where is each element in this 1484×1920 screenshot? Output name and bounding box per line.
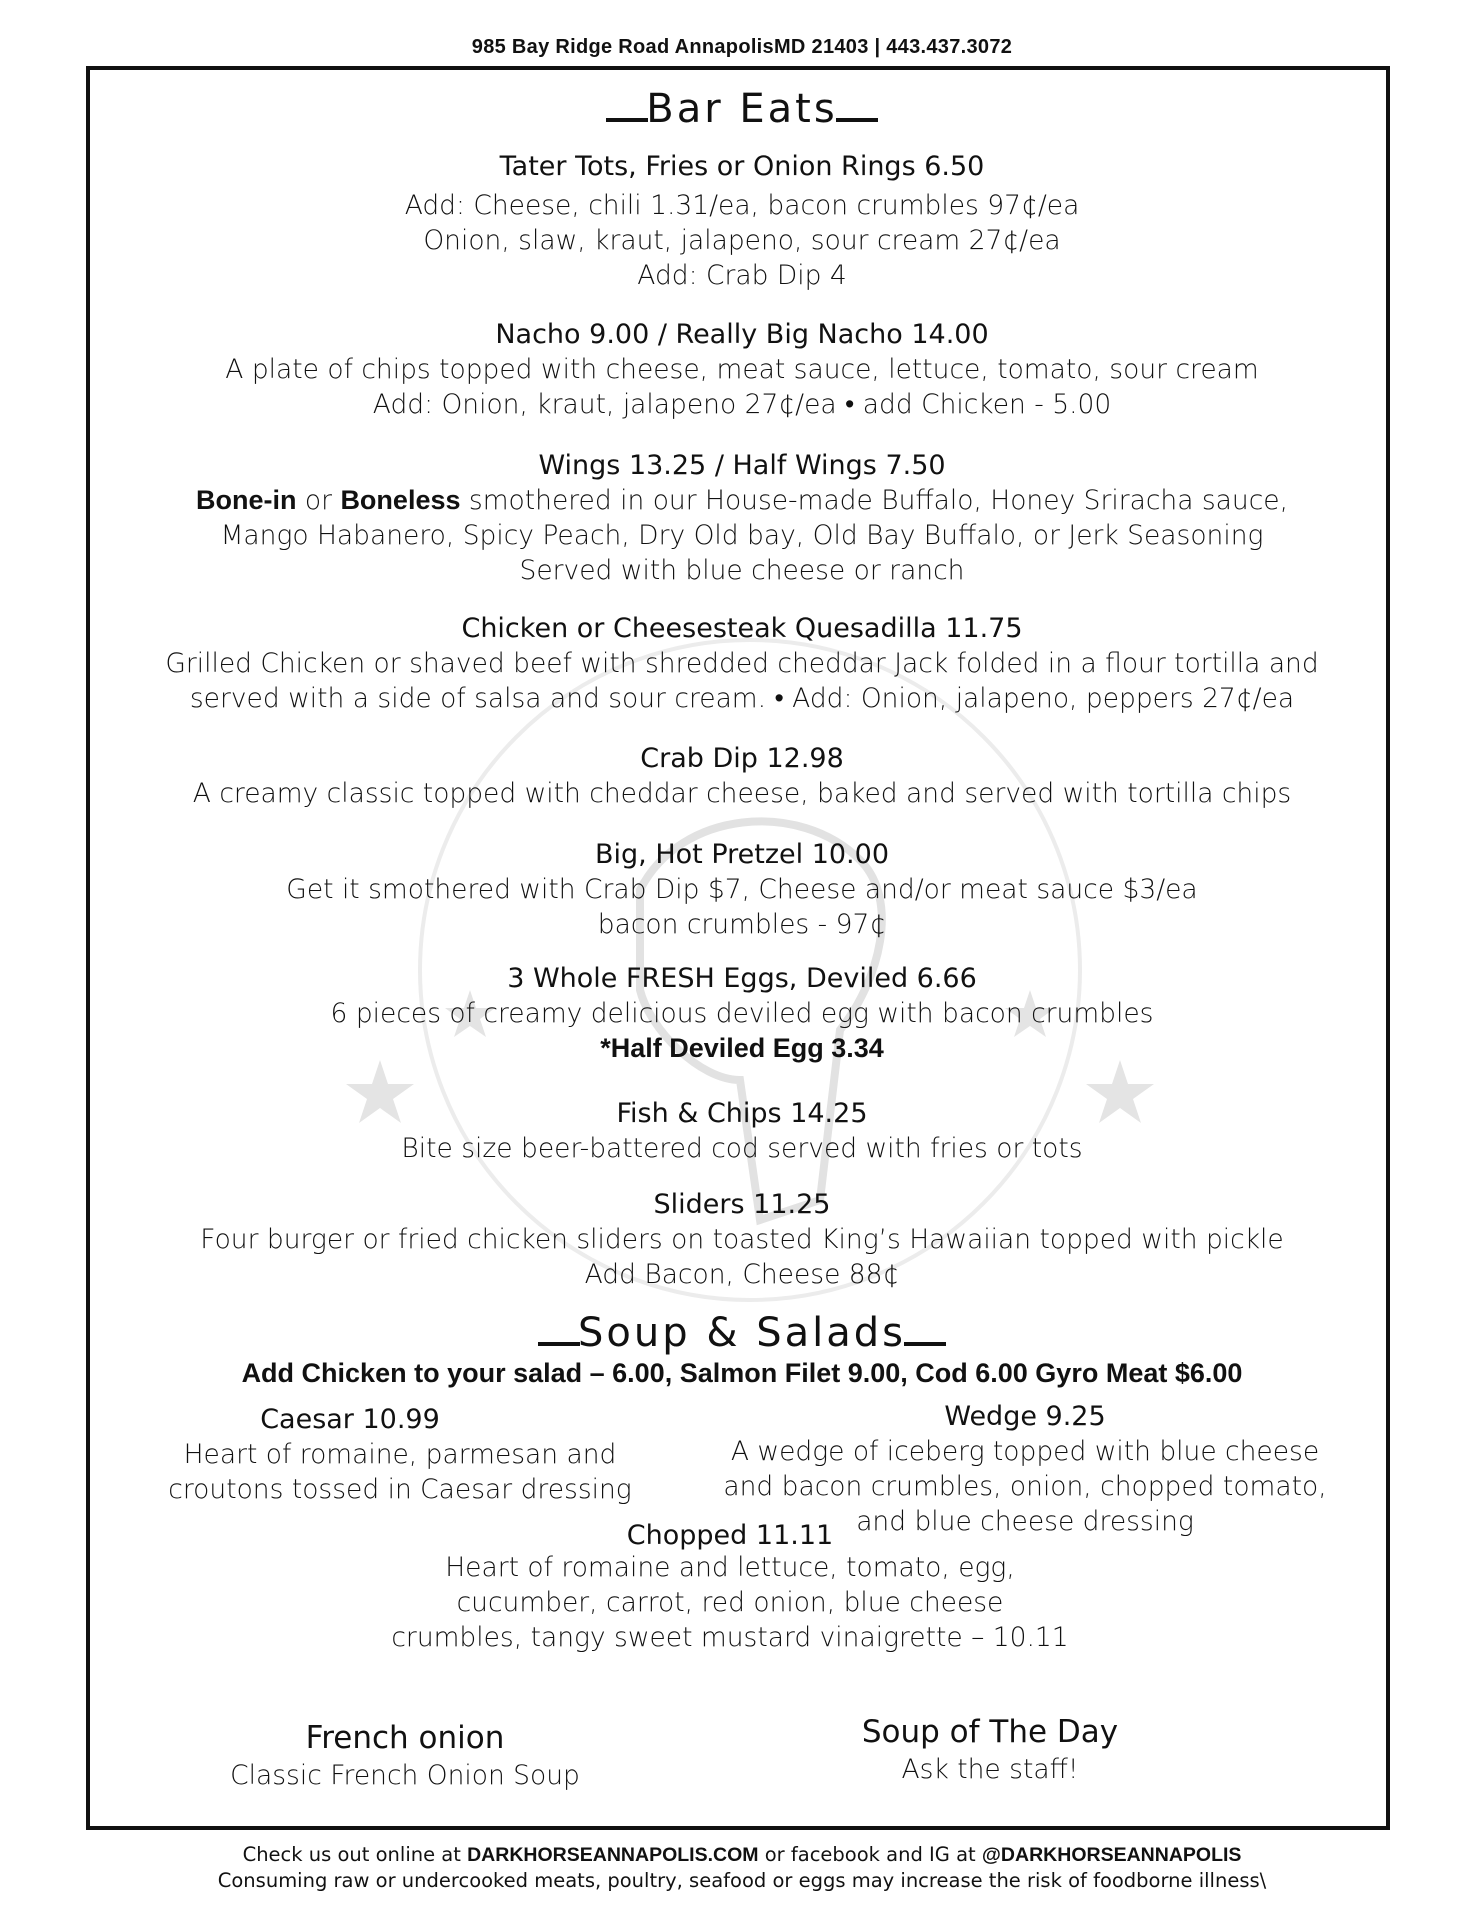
item-desc: A creamy classic topped with cheddar cheese, baked and served with tortilla chips	[192, 778, 1292, 809]
item-desc: Heart of romaine, parmesan and	[183, 1439, 617, 1470]
item-name: Chopped 11.11	[626, 1520, 834, 1551]
item-desc: and blue cheese dressing	[856, 1506, 1194, 1537]
soup-of-the-day	[780, 1712, 1200, 1787]
item-name: Crab Dip 12.98	[640, 743, 844, 774]
wedge-salad	[680, 1400, 1370, 1539]
item-desc: Classic French Onion Soup	[230, 1760, 580, 1791]
item-desc: Get it smothered with Crab Dip $7, Cheese and/or meat sauce $3/ea	[286, 874, 1198, 905]
item-name: Chicken or Cheesesteak Quesadilla 11.75	[461, 613, 1023, 644]
item-desc: A wedge of iceberg topped with blue cheese	[730, 1436, 1320, 1467]
salad-add-ons: Add Chicken to your salad – 6.00, Salmon Filet 9.00, Cod 6.00 Gyro Meat $6.00	[241, 1358, 1243, 1388]
chopped-salad	[300, 1522, 1160, 1655]
menu-item	[0, 612, 1484, 716]
item-desc: 6 pieces of creamy delicious deviled egg with bacon crumbles	[330, 998, 1154, 1029]
item-desc: Served with blue cheese or ranch	[519, 555, 965, 586]
french-onion-soup	[150, 1718, 660, 1793]
item-desc: Ask the staff!	[901, 1754, 1079, 1785]
item-name: 3 Whole FRESH Eggs, Deviled 6.66	[507, 963, 977, 994]
item-desc: cucumber, carrot, red onion, blue cheese	[456, 1587, 1004, 1618]
caesar-salad	[150, 1403, 650, 1507]
item-desc: Bite size beer-battered cod served with fries or tots	[401, 1133, 1083, 1164]
wings-desc-rest: smothered in our House-made Buffalo, Honey Sriracha sauce,	[460, 485, 1289, 516]
menu-item	[0, 962, 1484, 1065]
menu-item	[0, 1097, 1484, 1166]
item-desc: Add Bacon, Cheese 88¢	[584, 1259, 900, 1290]
title-underline-left	[606, 88, 648, 122]
title-underline-left	[538, 1312, 580, 1346]
soup-salads-title	[0, 1310, 1484, 1356]
item-name: Wedge 9.25	[944, 1401, 1106, 1432]
soup-salads-title-text: Soup & Salads	[578, 1310, 906, 1356]
item-desc: Add: Onion, kraut, jalapeno 27¢/ea • add Chicken - 5.00	[372, 389, 1112, 420]
footer-warning: Consuming raw or undercooked meats, poultry, seafood or eggs may increase the risk of foodborne illness\	[217, 1869, 1267, 1892]
item-desc: bacon crumbles - 97¢	[597, 909, 887, 940]
item-desc	[0, 483, 1484, 518]
footer-mid: or facebook and IG at	[758, 1843, 982, 1866]
item-desc: served with a side of salsa and sour cream. • Add: Onion, jalapeno, peppers 27¢/ea	[189, 683, 1295, 714]
title-underline-right	[836, 88, 878, 122]
bar-eats-title	[0, 86, 1484, 132]
website-link[interactable]: DARKHORSEANNAPOLIS.COM	[467, 1844, 759, 1866]
address-line: 985 Bay Ridge Road AnnapolisMD 21403 | 443.437.3072	[471, 36, 1013, 58]
menu-item	[0, 1188, 1484, 1292]
item-name: Nacho 9.00 / Really Big Nacho 14.00	[495, 319, 989, 350]
menu-item	[0, 318, 1484, 422]
item-desc: Mango Habanero, Spicy Peach, Dry Old bay, Old Bay Buffalo, or Jerk Seasoning	[220, 520, 1264, 551]
item-name: French onion	[305, 1720, 505, 1756]
item-name: Sliders 11.25	[653, 1189, 831, 1220]
item-desc: and bacon crumbles, onion, chopped tomato,	[723, 1471, 1327, 1502]
or-text: or	[296, 485, 341, 516]
title-underline-right	[904, 1312, 946, 1346]
item-desc: Four burger or fried chicken sliders on toasted King’s Hawaiian topped with pickle	[200, 1224, 1284, 1255]
item-desc: Grilled Chicken or shaved beef with shredded cheddar Jack folded in a flour tortilla and	[165, 648, 1319, 679]
item-name: Soup of The Day	[861, 1714, 1119, 1750]
item-desc: A plate of chips topped with cheese, meat sauce, lettuce, tomato, sour cream	[225, 354, 1259, 385]
menu-item	[0, 838, 1484, 942]
item-desc: Heart of romaine and lettuce, tomato, egg,	[445, 1552, 1015, 1583]
item-name: Big, Hot Pretzel 10.00	[595, 839, 889, 870]
menu-item	[0, 742, 1484, 811]
item-name: Caesar 10.99	[260, 1404, 440, 1435]
bar-eats-title-text: Bar Eats	[646, 86, 838, 132]
item-desc: Add: Cheese, chili 1.31/ea, bacon crumbles 97¢/ea	[404, 190, 1080, 221]
menu-item	[0, 449, 1484, 588]
footer-online	[0, 1842, 1484, 1868]
item-name: Tater Tots, Fries or Onion Rings 6.50	[499, 151, 985, 182]
item-desc: Add: Crab Dip 4	[637, 260, 847, 291]
social-handle[interactable]: @DARKHORSEANNAPOLIS	[981, 1844, 1242, 1866]
item-name: Fish & Chips 14.25	[616, 1098, 868, 1129]
menu-item	[0, 150, 1484, 293]
footer-pre: Check us out online at	[242, 1843, 468, 1866]
item-name: Wings 13.25 / Half Wings 7.50	[538, 450, 946, 481]
item-desc: croutons tossed in Caesar dressing	[168, 1474, 632, 1505]
item-desc: crumbles, tangy sweet mustard vinaigrette – 10.11	[391, 1622, 1069, 1653]
item-extra: *Half Deviled Egg 3.34	[600, 1033, 884, 1063]
boneless-label: Boneless	[340, 485, 461, 515]
item-desc: Onion, slaw, kraut, jalapeno, sour cream 27¢/ea	[423, 225, 1061, 256]
bone-in-label: Bone-in	[195, 485, 297, 515]
